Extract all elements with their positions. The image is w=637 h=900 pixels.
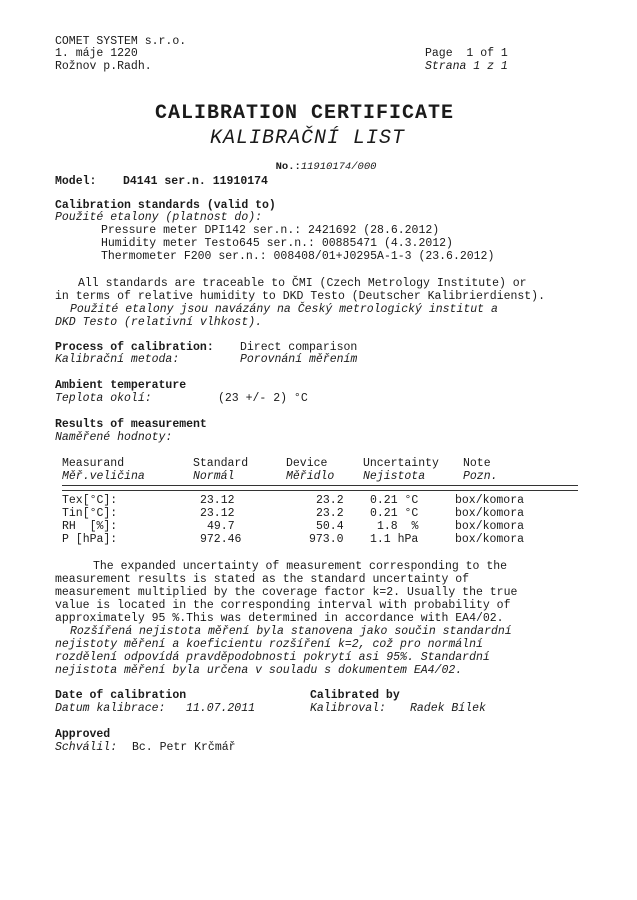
certificate-number-value: 11910174/000 [300, 161, 377, 173]
uncertainty-note-cz-1: Rozšířená nejistota měření byla stanovena jako součin standardní [70, 625, 512, 638]
traceability-en-1: All standards are traceable to ČMI (Czech Metrology Institute) or [78, 277, 527, 290]
standard-item-humidity: Humidity meter Testo645 ser.n.: 00885471 (4.3.2012) [101, 237, 453, 250]
standard-item-thermometer: Thermometer F200 ser.n.: 008408/01+J0295A-1-3 (23.6.2012) [101, 250, 495, 263]
table-header-row-cz [0, 470, 637, 483]
col-header-device-cz: Měřidlo [286, 470, 335, 483]
cell-device: 23.2 [316, 507, 344, 520]
col-header-standard-cz: Normál [193, 470, 235, 483]
col-header-uncertainty-cz: Nejistota [363, 470, 426, 483]
certificate-number-label: No.: [275, 161, 301, 173]
cell-standard: 23.12 [200, 507, 235, 520]
uncertainty-note-en-1: The expanded uncertainty of measurement corresponding to the [93, 560, 508, 573]
col-header-note: Note [463, 457, 491, 470]
table-row [0, 520, 637, 533]
page-number: Page 1 of 1 [425, 47, 508, 60]
cell-device: 973.0 [309, 533, 344, 546]
table-row [0, 533, 637, 546]
cell-uncertainty: 1.8 % [377, 520, 419, 533]
cell-measurand: RH [%]: [62, 520, 118, 533]
process-label: Process of calibration: [55, 341, 214, 354]
ambient-value: (23 +/- 2) °C [218, 392, 308, 405]
company-street: 1. máje 1220 [55, 47, 138, 60]
uncertainty-note-en-4: value is located in the corresponding interval with probability of [55, 599, 511, 612]
cell-uncertainty: 1.1 hPa [370, 533, 419, 546]
date-label-cz: Datum kalibrace: [55, 702, 166, 715]
col-header-standard: Standard [193, 457, 249, 470]
cell-standard: 49.7 [207, 520, 235, 533]
model-label: Model: [55, 175, 97, 188]
model-value: D4141 ser.n. 11910174 [123, 175, 268, 188]
cell-measurand: Tin[°C]: [62, 507, 118, 520]
cell-device: 50.4 [316, 520, 344, 533]
approved-label: Approved [55, 728, 111, 741]
cell-measurand: Tex[°C]: [62, 494, 118, 507]
calibrated-by-value: Radek Bílek [410, 702, 486, 715]
cell-standard: 972.46 [200, 533, 242, 546]
cell-standard: 23.12 [200, 494, 235, 507]
table-row [0, 494, 637, 507]
results-heading: Results of measurement [55, 418, 207, 431]
company-name: COMET SYSTEM s.r.o. [55, 35, 187, 48]
traceability-en-2: in terms of relative humidity to DKD Testo (Deutscher Kalibrierdienst). [55, 290, 545, 303]
calibrated-by-label-cz: Kalibroval: [310, 702, 386, 715]
traceability-cz-1: Použité etalony jsou navázány na Český metrologický institut a [70, 303, 498, 316]
col-header-note-cz: Pozn. [463, 470, 498, 483]
date-label: Date of calibration [55, 689, 187, 702]
standards-heading-cz: Použité etalony (platnost do): [55, 211, 263, 224]
cell-note: box/komora [455, 533, 525, 546]
cell-uncertainty: 0.21 °C [370, 507, 419, 520]
uncertainty-note-en-3: measurement multiplied by the coverage factor k=2. Usually the true [55, 586, 518, 599]
process-value-cz: Porovnání měřením [240, 353, 358, 366]
date-value: 11.07.2011 [186, 702, 256, 715]
calibrated-by-label: Calibrated by [310, 689, 400, 702]
approved-value: Bc. Petr Krčmář [132, 741, 236, 754]
uncertainty-note-cz-2: nejistoty měření a koeficientu rozšíření k=2, což pro normální [55, 638, 483, 651]
traceability-cz-2: DKD Testo (relativní vlhkost). [55, 316, 263, 329]
uncertainty-note-cz-4: nejistota měření byla určena v souladu s dokumentem EA4/02. [55, 664, 463, 677]
standard-item-pressure: Pressure meter DPI142 ser.n.: 2421692 (28.6.2012) [101, 224, 440, 237]
approved-label-cz: Schválil: [55, 741, 118, 754]
page-number-cz: Strana 1 z 1 [425, 60, 508, 73]
uncertainty-note-en-2: measurement results is stated as the standard uncertainty of [55, 573, 470, 586]
col-header-measurand-cz: Měř.veličina [62, 470, 145, 483]
ambient-label-cz: Teplota okolí: [55, 392, 152, 405]
cell-measurand: P [hPa]: [62, 533, 118, 546]
process-value: Direct comparison [240, 341, 358, 354]
results-heading-cz: Naměřené hodnoty: [55, 431, 173, 444]
process-label-cz: Kalibrační metoda: [55, 353, 180, 366]
table-divider [62, 485, 578, 491]
cell-uncertainty: 0.21 °C [370, 494, 419, 507]
ambient-label: Ambient temperature [55, 379, 187, 392]
col-header-uncertainty: Uncertainty [363, 457, 439, 470]
standards-heading: Calibration standards (valid to) [55, 199, 276, 212]
cell-note: box/komora [455, 494, 525, 507]
company-city: Rožnov p.Radh. [55, 60, 152, 73]
uncertainty-note-en-5: approximately 95 %.This was determined in accordance with EA4/02. [55, 612, 504, 625]
uncertainty-note-cz-3: rozdělení odpovídá pravděpodobnosti pokrytí asi 95%. Standardní [55, 651, 490, 664]
table-row [0, 507, 637, 520]
cell-device: 23.2 [316, 494, 344, 507]
certificate-title: CALIBRATION CERTIFICATE [155, 102, 455, 125]
cell-note: box/komora [455, 507, 525, 520]
certificate-title-cz: KALIBRAČNÍ LIST [210, 127, 406, 150]
col-header-device: Device [286, 457, 328, 470]
col-header-measurand: Measurand [62, 457, 125, 470]
certificate-number [263, 149, 376, 173]
cell-note: box/komora [455, 520, 525, 533]
table-header-row [0, 457, 637, 470]
